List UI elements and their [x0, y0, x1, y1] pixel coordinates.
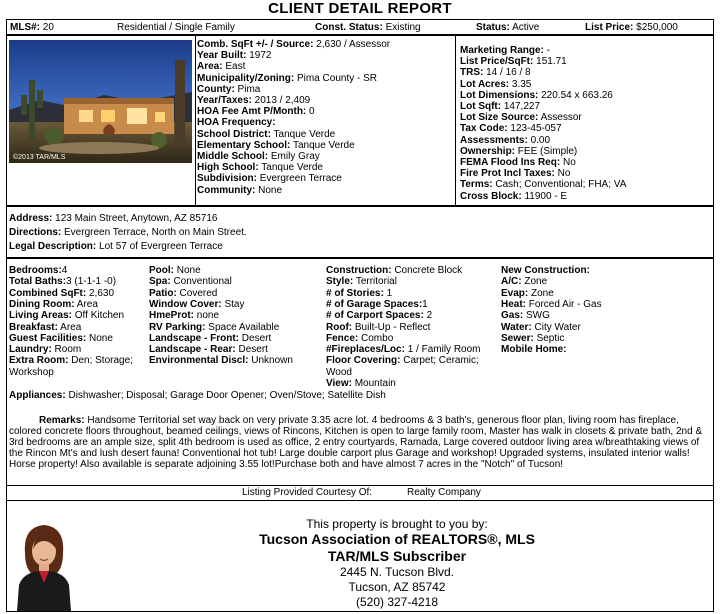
detail-field: A/C: Zone: [501, 276, 548, 288]
const-status: Const. Status: Existing: [315, 22, 421, 33]
legal-description-line: Legal Description: Lot 57 of Evergreen Terrace: [9, 241, 223, 252]
detail-field: Terms: Cash; Conventional; FHA; VA: [460, 179, 627, 191]
detail-field: Ownership: FEE (Simple): [460, 145, 578, 157]
detail-field: Sewer: Septic: [501, 332, 565, 344]
remarks-section: [6, 407, 714, 486]
detail-field: Extra Room: Den; Storage;: [9, 355, 133, 367]
detail-field: Water: City Water: [501, 321, 581, 333]
detail-field: HOA Fee Amt P/Month: 0: [197, 106, 315, 118]
detail-field: Living Areas: Off Kitchen: [9, 310, 125, 322]
features-section: [6, 258, 714, 389]
photo-watermark: ©2013 TAR/MLS: [13, 154, 66, 161]
detail-field: Cross Block: 11900 - E: [460, 190, 568, 202]
detail-field: Dining Room: Area: [9, 298, 98, 310]
detail-field: View: Mountain: [326, 378, 396, 389]
footer-organization: Tucson Association of REALTORS®, MLS: [259, 531, 535, 547]
detail-field: Landscape - Front: Desert: [149, 332, 272, 344]
detail-field: Total Baths:3 (1-1-1 -0): [9, 276, 117, 288]
status: Status: Active: [476, 22, 540, 33]
divider: [195, 36, 196, 205]
agent-avatar: [11, 519, 77, 611]
detail-field: Floor Covering: Carpet; Ceramic;: [326, 355, 479, 367]
detail-field: Window Cover: Stay: [149, 298, 245, 310]
header-row: [6, 19, 714, 35]
detail-field: Year Built: 1972: [197, 50, 272, 62]
appliances-section: [6, 385, 714, 407]
footer-subscriber: TAR/MLS Subscriber: [327, 548, 467, 564]
detail-field: Breakfast: Area: [9, 321, 82, 333]
detail-field: RV Parking: Space Available: [149, 321, 280, 333]
property-details: [6, 35, 714, 206]
detail-field: # of Carport Spaces: 2: [326, 310, 433, 322]
directions-line: Directions: Evergreen Terrace, North on Main Street.: [9, 227, 247, 238]
detail-field: Tax Code: 123-45-057: [460, 123, 562, 135]
footer-street: 2445 N. Tucson Blvd.: [339, 565, 455, 579]
divider: [455, 36, 456, 205]
detail-field: Comb. SqFt +/- / Source: 2,630 / Assessor: [197, 39, 391, 50]
detail-field: Community: None: [197, 184, 283, 196]
detail-field: Year/Taxes: 2013 / 2,409: [197, 95, 311, 106]
detail-field: County: Pima: [197, 83, 261, 95]
courtesy-label: Listing Provided Courtesy Of:: [242, 487, 373, 498]
detail-field: Pool: None: [149, 265, 201, 276]
detail-field: Middle School: Emily Gray: [197, 151, 320, 162]
detail-field: New Construction:: [501, 265, 590, 276]
footer-city: Tucson, AZ 85742: [348, 580, 446, 594]
detail-field: Subdivision: Evergreen Terrace: [197, 173, 342, 185]
detail-field: Workshop: [9, 366, 54, 378]
appliances-line: Appliances: Dishwasher; Disposal; Garage Door Opener; Oven/Stove; Satellite Dish: [9, 390, 386, 401]
footer-section: [6, 500, 714, 612]
detail-field: Gas: SWG: [501, 310, 550, 322]
detail-field: Environmental Discl: Unknown: [149, 355, 293, 367]
property-photo[interactable]: [9, 40, 192, 163]
detail-field: List Price/SqFt: 151.71: [460, 56, 567, 68]
detail-field: Bedrooms:4: [9, 265, 68, 276]
detail-field: # of Garage Spaces:1: [326, 298, 428, 310]
agent-photo-image: [11, 519, 77, 611]
detail-field: Patio: Covered: [149, 287, 218, 299]
detail-field: Elementary School: Tanque Verde: [197, 139, 355, 151]
detail-field: High School: Tanque Verde: [197, 162, 323, 174]
detail-field: School District: Tanque Verde: [197, 128, 336, 140]
detail-field: # of Stories: 1: [326, 287, 393, 299]
detail-field: Fence: Combo: [326, 332, 394, 344]
detail-field: Heat: Forced Air - Gas: [501, 298, 602, 310]
detail-field: Fire Prot Incl Taxes: No: [460, 168, 571, 180]
report-title: CLIENT DETAIL REPORT: [268, 0, 452, 17]
detail-field: FEMA Flood Ins Req: No: [460, 157, 576, 168]
detail-field: Roof: Built-Up - Reflect: [326, 321, 431, 333]
footer-phone: (520) 327-4218: [355, 595, 439, 609]
detail-field: Evap: Zone: [501, 287, 554, 299]
detail-field: Wood: [326, 366, 352, 378]
detail-field: Spa: Conventional: [149, 276, 232, 288]
detail-field: Assessments: 0.00: [460, 134, 551, 146]
detail-field: Combined SqFt: 2,630: [9, 287, 115, 299]
detail-field: HOA Frequency:: [197, 117, 276, 129]
courtesy-row: [6, 486, 714, 500]
address-section: [6, 206, 714, 258]
property-type: Residential / Single Family: [117, 22, 235, 33]
detail-field: Area: East: [197, 61, 246, 73]
address-line: Address: 123 Main Street, Anytown, AZ 85716: [9, 213, 218, 224]
detail-field: #Fireplaces/Loc: 1 / Family Room: [326, 344, 481, 356]
detail-field: Municipality/Zoning: Pima County - SR: [197, 72, 378, 84]
detail-field: Laundry: Room: [9, 344, 82, 356]
detail-field: TRS: 14 / 16 / 8: [460, 67, 531, 79]
detail-field: Lot Size Source: Assessor: [460, 112, 582, 124]
house-photo-image: [9, 40, 192, 163]
courtesy-value: Realty Company: [407, 487, 481, 498]
detail-field: Mobile Home:: [501, 344, 567, 356]
mls-number: MLS#: 20: [10, 22, 54, 33]
detail-field: Marketing Range: -: [460, 45, 551, 56]
detail-field: Lot Dimensions: 220.54 x 663.26: [460, 89, 613, 101]
detail-field: Guest Facilities: None: [9, 332, 113, 344]
detail-field: Lot Sqft: 147,227: [460, 101, 541, 112]
footer-intro: This property is brought to you by:: [306, 517, 488, 531]
remarks-text: Remarks: Handsome Territorial set way back on very private 3.35 acre lot. 4 bedrooms & 3 bath's, generous floor plan, living room has fireplace, colored concrete floors throughout, beamed ceilings, views of Rincons, Kitchen is open to large family room, Master has walk in closets & private bath, 2nd & 3rd bedrooms are an ample size, split 4th bedroom is used as office, 2 entry courtyards, Ramada, Large covered outdoor living area w/breathtaking views of the Rincon Mt's and lush desert fauna! Conventional hot tub! Large double carport plus Garage and workshop! Upgraded systems, insulated interior walls! Horse property! Also available is separate adjoining 3.55 lot!Purchase both and have almost 7 acres in the "Notch" of Tucson!: [9, 415, 703, 470]
detail-field: Construction: Concrete Block: [326, 265, 463, 276]
list-price: List Price: $250,000: [585, 22, 678, 33]
detail-field: HmeProt: none: [149, 310, 220, 322]
detail-field: Lot Acres: 3.35: [460, 78, 532, 90]
detail-field: Landscape - Rear: Desert: [149, 344, 268, 356]
detail-field: Style: Territorial: [326, 276, 397, 288]
